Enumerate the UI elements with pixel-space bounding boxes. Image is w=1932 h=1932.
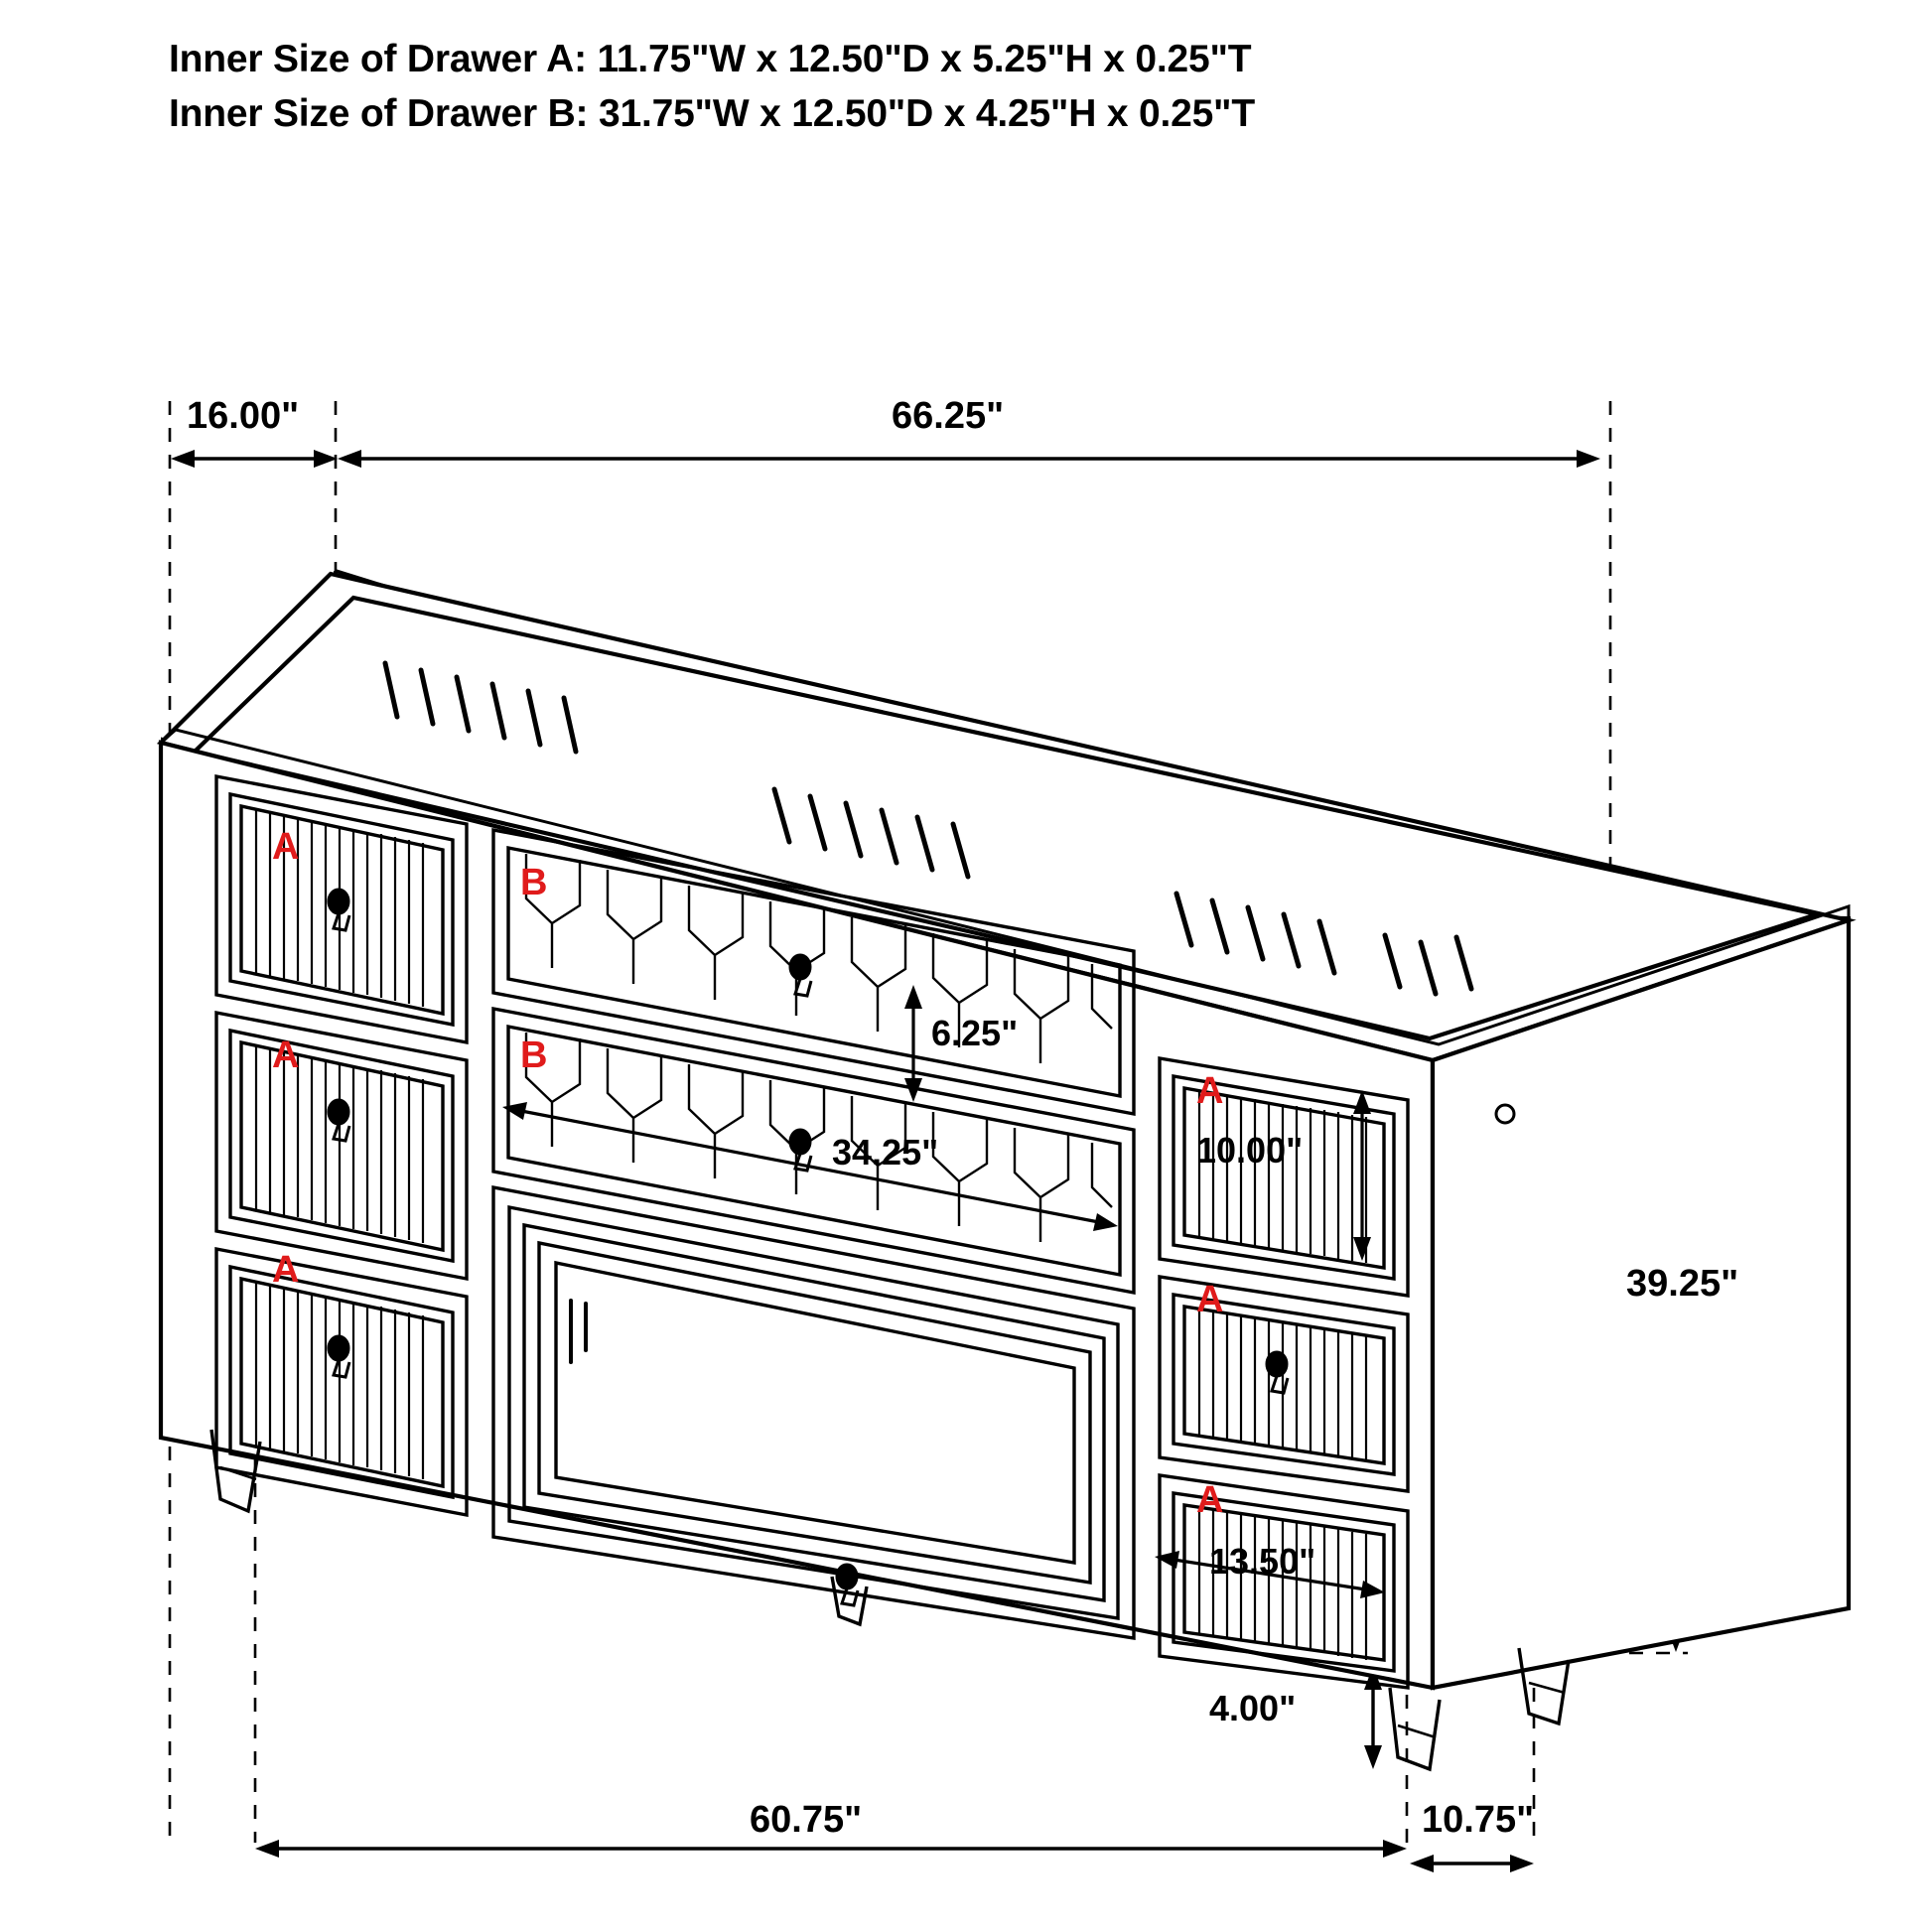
drawer-label-b1: B — [520, 862, 548, 903]
dimension-arrow-width-bottom — [266, 1849, 1522, 1863]
dim-width-bottom: 60.75" — [750, 1799, 863, 1841]
drawer-label-a3: A — [272, 1249, 300, 1291]
dim-drawer-b-height: 6.25" — [931, 1013, 1019, 1053]
drawer-label-b2: B — [520, 1035, 548, 1076]
drawer-label-a2: A — [272, 1035, 300, 1076]
header-line-drawer-b: Inner Size of Drawer B: 31.75"W x 12.50"D x 4.25"H x 0.25"T — [169, 92, 1255, 136]
dim-width-top: 66.25" — [892, 395, 1005, 437]
cabinet-outline — [161, 574, 1849, 1688]
dim-depth-top-left: 16.00" — [187, 395, 300, 437]
dim-drawer-a-right-width: 13.50" — [1209, 1541, 1316, 1582]
drawer-label-a4: A — [1196, 1070, 1224, 1112]
center-bottom-knob — [837, 1565, 858, 1605]
dim-height-right: 39.25" — [1626, 1263, 1739, 1305]
drawer-label-a6: A — [1196, 1479, 1224, 1521]
leg-front-right — [1390, 1688, 1440, 1769]
dim-drawer-a-right-height: 10.00" — [1196, 1130, 1304, 1171]
dim-depth-bottom-right: 10.75" — [1422, 1799, 1535, 1841]
drawer-label-a5: A — [1196, 1279, 1224, 1320]
dim-leg-height: 4.00" — [1209, 1688, 1297, 1728]
dim-drawer-b-width: 34.25" — [832, 1132, 939, 1173]
header-line-drawer-a: Inner Size of Drawer A: 11.75"W x 12.50"D x 5.25"H x 0.25"T — [169, 38, 1252, 80]
drawer-label-a1: A — [272, 826, 300, 868]
